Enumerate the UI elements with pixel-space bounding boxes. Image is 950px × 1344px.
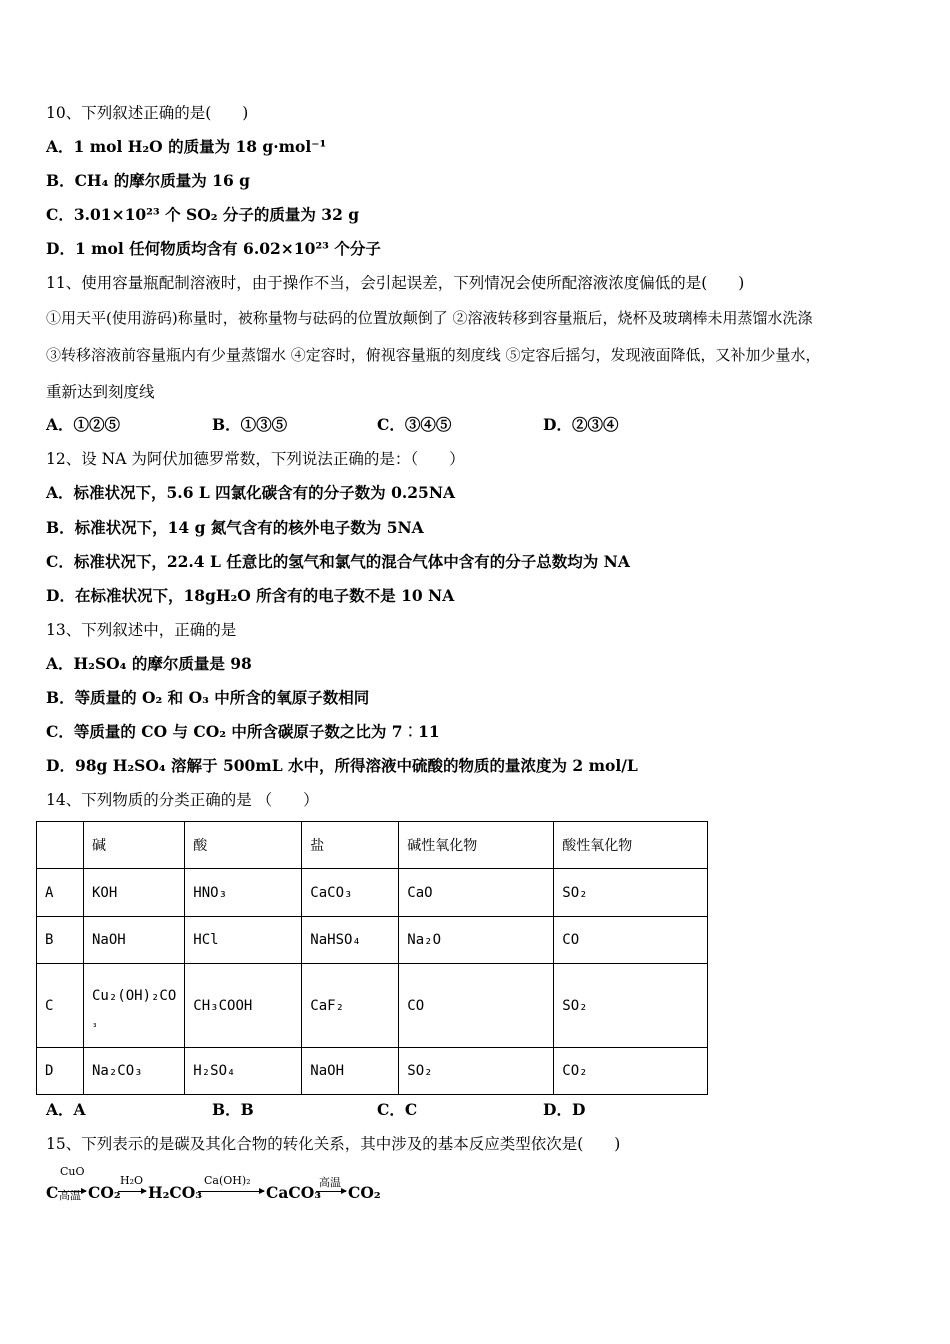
q11-line-1: ①用天平(使用游码)称量时，被称量物与砝码的位置放颠倒了 ②溶液转移到容量瓶后，烧杯及玻璃棒未用蒸馏水洗涤 — [46, 309, 813, 327]
arrow-3-reagent: Ca(OH)₂ — [204, 1174, 251, 1187]
q14-option-d: D．D — [543, 1100, 586, 1119]
q13-stem: 13、下列叙述中，正确的是 — [46, 621, 237, 639]
table-header-cell: 碱 — [84, 822, 185, 869]
table-cell: SO₂ — [554, 869, 708, 917]
q13-option-a: A．H₂SO₄ 的摩尔质量是 98 — [46, 654, 252, 673]
table-cell: CaF₂ — [302, 964, 399, 1048]
arrow-2 — [118, 1191, 146, 1192]
table-cell: D — [37, 1048, 84, 1095]
table-cell — [84, 964, 185, 1048]
table-cell: H₂SO₄ — [185, 1048, 302, 1095]
q11-stem: 11、使用容量瓶配制溶液时，由于操作不当，会引起误差，下列情况会使所配溶液浓度偏低的是( ) — [46, 274, 745, 292]
table-cell: CaO — [399, 869, 554, 917]
cell-text-wrap: ₃ — [92, 1019, 98, 1030]
table-header-row — [37, 822, 708, 869]
species-caco3: CaCO₃ — [266, 1183, 322, 1202]
q12-option-b: B．标准状况下，14 g 氮气含有的核外电子数为 5NA — [46, 518, 424, 537]
q13-option-b: B．等质量的 O₂ 和 O₃ 中所含的氧原子数相同 — [46, 688, 370, 707]
table-cell: CO₂ — [554, 1048, 708, 1095]
arrow-4 — [316, 1191, 346, 1192]
table-cell: C — [37, 964, 84, 1048]
q14-option-a: A．A — [46, 1100, 86, 1119]
table-cell: NaOH — [84, 917, 185, 964]
q12-option-c: C．标准状况下，22.4 L 任意比的氢气和氯气的混合气体中含有的分子总数均为 NA — [46, 552, 630, 571]
arrow-3 — [198, 1191, 264, 1192]
table-cell: CO — [554, 917, 708, 964]
table-cell: A — [37, 869, 84, 917]
q11-line-2: ③转移溶液前容量瓶内有少量蒸馏水 ④定容时，俯视容量瓶的刻度线 ⑤定容后摇匀，发现液面降低，又补加少量水， — [46, 346, 821, 364]
arrow-4-condition: 高温 — [319, 1176, 341, 1189]
cell-text: Cu₂(OH)₂CO — [92, 987, 177, 1004]
q11-option-a: A．①②⑤ — [46, 415, 121, 434]
table-row — [37, 1048, 708, 1095]
q10-option-c: C．3.01×10²³ 个 SO₂ 分子的质量为 32 g — [46, 205, 360, 224]
q14-stem: 14、下列物质的分类正确的是 （ ） — [46, 791, 319, 809]
species-co2-product: CO₂ — [348, 1183, 381, 1202]
table-header-cell: 碱性氧化物 — [399, 822, 554, 869]
arrow-1-condition: 高温 — [59, 1189, 81, 1202]
q11-line-3: 重新达到刻度线 — [46, 383, 155, 401]
table-cell: KOH — [84, 869, 185, 917]
table-header-cell: 盐 — [302, 822, 399, 869]
arrow-2-reagent: H₂O — [120, 1174, 144, 1187]
q13-option-c: C．等质量的 CO 与 CO₂ 中所含碳原子数之比为 7︰11 — [46, 722, 440, 741]
species-c: C — [46, 1183, 59, 1202]
q15-stem: 15、下列表示的是碳及其化合物的转化关系，其中涉及的基本反应类型依次是( ) — [46, 1135, 621, 1153]
q10-option-d: D．1 mol 任何物质均含有 6.02×10²³ 个分子 — [46, 239, 381, 258]
table-row — [37, 869, 708, 917]
table-header-cell: 酸性氧化物 — [554, 822, 708, 869]
q10-stem: 10、下列叙述正确的是( ) — [46, 104, 249, 122]
reaction-scheme — [46, 1165, 446, 1205]
table-cell: NaHSO₄ — [302, 917, 399, 964]
q14-option-b: B．B — [212, 1100, 254, 1119]
classification-table — [36, 821, 708, 1095]
table-row — [37, 917, 708, 964]
table-cell: Na₂O — [399, 917, 554, 964]
table-cell: B — [37, 917, 84, 964]
q11-option-c: C．③④⑤ — [377, 415, 452, 434]
arrow-1-reagent: CuO — [60, 1165, 85, 1178]
table-cell: CaCO₃ — [302, 869, 399, 917]
q11-option-d: D．②③④ — [543, 415, 619, 434]
q14-option-c: C．C — [377, 1100, 418, 1119]
table-cell: SO₂ — [399, 1048, 554, 1095]
species-co2: CO₂ — [88, 1183, 121, 1202]
q11-option-b: B．①③⑤ — [212, 415, 288, 434]
table-header-cell: 酸 — [185, 822, 302, 869]
species-h2co3: H₂CO₃ — [148, 1183, 203, 1202]
q12-option-d: D．在标准状况下，18gH₂O 所含有的电子数不是 10 NA — [46, 586, 455, 605]
table-cell: CO — [399, 964, 554, 1048]
q12-option-a: A．标准状况下，5.6 L 四氯化碳含有的分子数为 0.25NA — [46, 483, 456, 502]
q12-stem: 12、设 NA 为阿伏加德罗常数，下列说法正确的是：（ ） — [46, 450, 465, 468]
table-cell: NaOH — [302, 1048, 399, 1095]
table-cell: CH₃COOH — [185, 964, 302, 1048]
table-cell: HCl — [185, 917, 302, 964]
q10-option-b: B．CH₄ 的摩尔质量为 16 g — [46, 171, 250, 190]
q10-option-a: A．1 mol H₂O 的质量为 18 g·mol⁻¹ — [46, 137, 327, 156]
table-cell: SO₂ — [554, 964, 708, 1048]
table-cell: HNO₃ — [185, 869, 302, 917]
table-row — [37, 964, 708, 1048]
q13-option-d: D．98g H₂SO₄ 溶解于 500mL 水中，所得溶液中硫酸的物质的量浓度为 2 mol/L — [46, 756, 638, 775]
table-header-cell — [37, 822, 84, 869]
table-cell: Na₂CO₃ — [84, 1048, 185, 1095]
